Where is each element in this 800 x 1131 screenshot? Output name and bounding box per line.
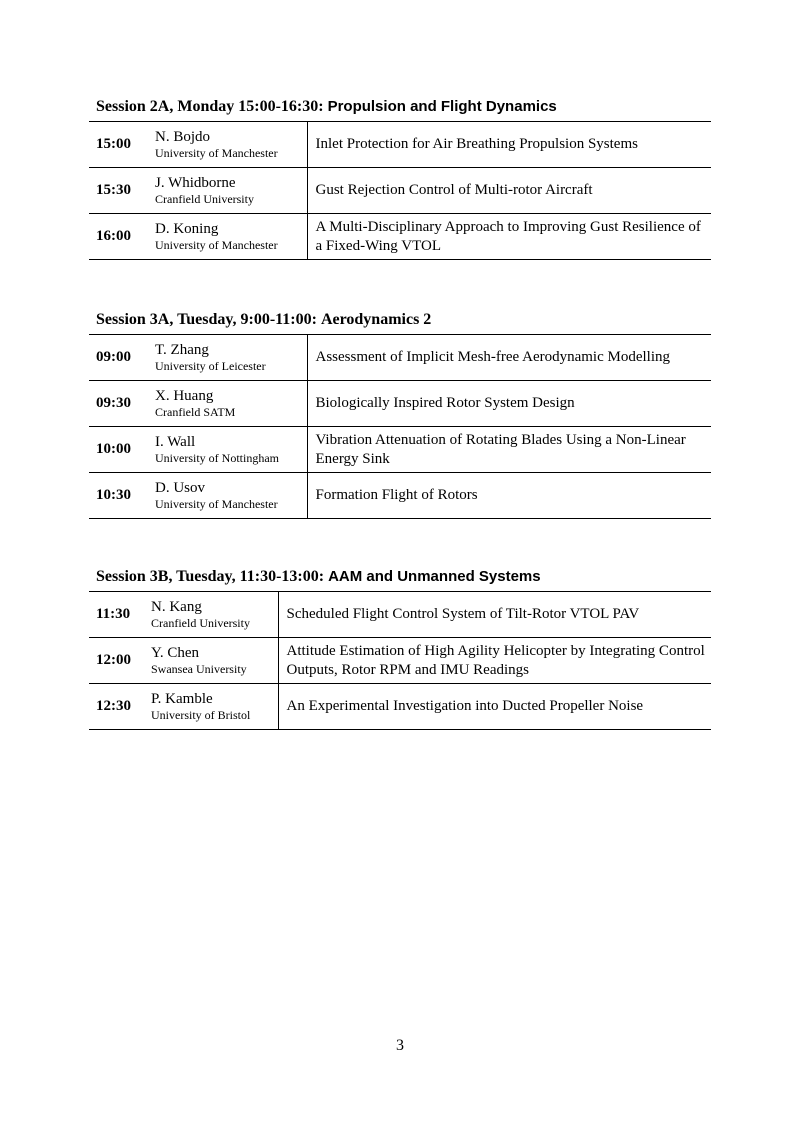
talk-title: Assessment of Implicit Mesh-free Aerodynamic Modelling [315,349,671,365]
talk-time: 15:00 [96,136,131,152]
table-row [89,473,711,519]
session-topic: Propulsion and Flight Dynamics [327,98,557,115]
speaker-affiliation: University of Manchester [155,145,278,160]
table-row [89,168,711,214]
speaker-affiliation: Cranfield University [155,191,254,206]
talk-time: 12:00 [89,638,151,684]
session-3b [89,567,711,730]
session-topic: Aerodynamics 2 [320,311,432,328]
speaker-name: D. Koning [155,220,219,237]
table-row [89,381,711,427]
talk-speaker-cell [155,122,307,168]
talk-time: 09:00 [96,349,131,365]
speaker-affiliation: University of Bristol [151,707,251,722]
table-row [89,214,711,260]
speaker-name: Y. Chen [151,644,200,661]
talk-speaker-cell [155,214,307,260]
speaker-affiliation: University of Manchester [155,237,278,252]
page-number: 3 [396,1037,404,1054]
speaker-affiliation: Cranfield SATM [155,404,236,419]
speaker-name: N. Bojdo [155,128,211,145]
talk-speaker-cell [151,638,278,684]
speaker-affiliation: Swansea University [151,661,247,676]
table-row [89,592,711,638]
table-row [89,638,711,684]
talk-speaker-cell [151,592,278,638]
talk-speaker-cell [155,381,307,427]
talk-time: 11:30 [96,606,131,622]
talk-title: Formation Flight of Rotors [307,473,711,519]
speaker-name: J. Whidborne [155,174,236,191]
talk-title: Gust Rejection Control of Multi-rotor Aircraft [307,168,711,214]
speaker-affiliation: University of Manchester [155,496,278,511]
session-id: Session 3B, Tuesday, 11:30-13:00 [96,568,319,585]
table-row [89,122,711,168]
talk-time: 10:30 [89,473,155,519]
session-topic: AAM and Unmanned Systems [328,568,541,585]
talk-title: Scheduled Flight Control System of Tilt-Rotor VTOL PAV [286,606,640,622]
talk-speaker-cell [155,473,307,519]
talk-title: Attitude Estimation of High Agility Helicopter by Integrating Control Outputs, Rotor RPM and IMU Readings [278,638,711,684]
session-2a [89,97,711,260]
speaker-affiliation: University of Leicester [155,358,266,373]
speaker-name: P. Kamble [151,690,213,707]
speaker-affiliation: University of Nottingham [155,450,279,465]
speaker-name: N. Kang [151,598,202,615]
talk-title: A Multi-Disciplinary Approach to Improving Gust Resilience of a Fixed-Wing VTOL [307,214,711,260]
talk-speaker-cell [151,684,278,730]
table-row [89,335,711,381]
talk-time: 09:30 [89,381,155,427]
talk-time: 15:30 [89,168,155,214]
talk-title: Biologically Inspired Rotor System Design [307,381,711,427]
talk-title: Inlet Protection for Air Breathing Propulsion Systems [315,136,638,152]
talk-time: 10:00 [89,427,155,473]
session-3a [89,310,711,519]
session-table [89,121,711,260]
session-id: Session 2A, Monday 15:00-16:30 [96,98,319,115]
session-id: Session 3A, Tuesday, 9:00-11:00 [96,311,312,328]
speaker-name: D. Usov [155,479,206,496]
session-heading: Session 3B, Tuesday, 11:30-13:00: AAM and Unmanned Systems [96,568,541,585]
talk-time: 16:00 [89,214,155,260]
talk-speaker-cell [155,335,307,381]
talk-time: 12:30 [89,684,151,730]
talk-speaker-cell [155,168,307,214]
session-table [89,591,711,730]
speaker-name: I. Wall [155,433,196,450]
session-table [89,334,711,519]
session-heading: Session 2A, Monday 15:00-16:30: Propulsion and Flight Dynamics [96,98,557,115]
session-heading: Session 3A, Tuesday, 9:00-11:00: Aerodynamics 2 [96,311,432,328]
speaker-name: X. Huang [155,387,214,404]
speaker-affiliation: Cranfield University [151,615,250,630]
speaker-name: T. Zhang [155,341,209,358]
talk-title: An Experimental Investigation into Ducted Propeller Noise [278,684,711,730]
table-row [89,684,711,730]
talk-speaker-cell [155,427,307,473]
table-row [89,427,711,473]
talk-title: Vibration Attenuation of Rotating Blades Using a Non-Linear Energy Sink [307,427,711,473]
